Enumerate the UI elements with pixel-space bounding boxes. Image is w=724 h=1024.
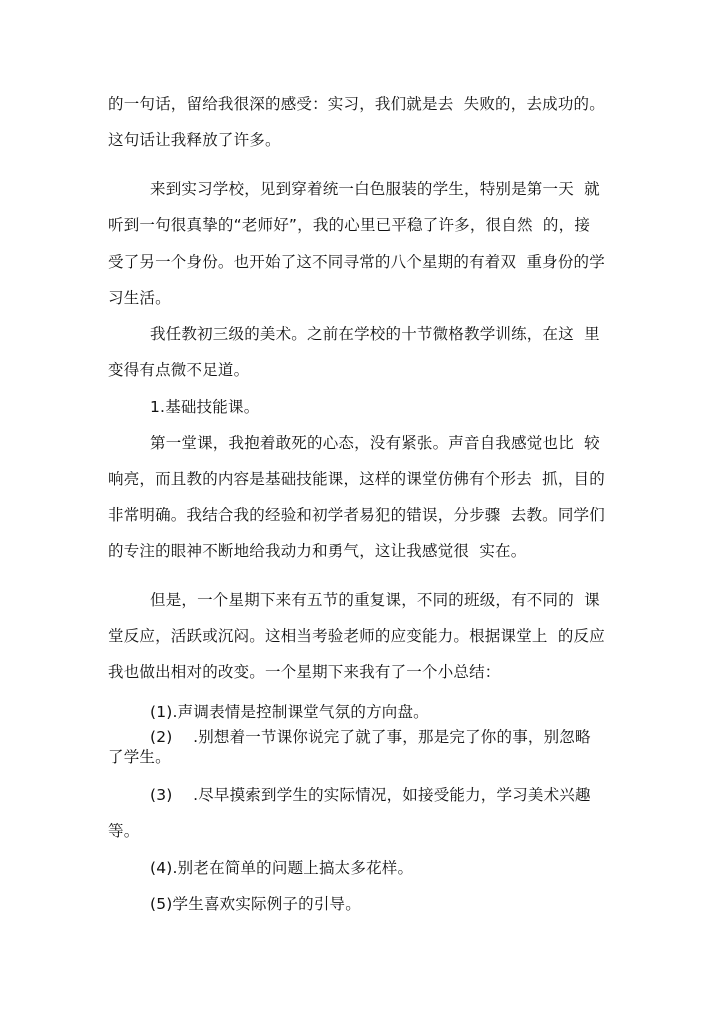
text-line: 我也做出相对的改变。一个星期下来我有了一个小总结： <box>108 663 501 681</box>
text-line: 受了另一个身份。也开始了这不同寻常的八个星期的有着双 重身份的学 <box>108 253 605 271</box>
text-line: 的一句话，留给我很深的感受：实习，我们就是去 失败的，去成功的。 <box>108 95 605 113</box>
text-line: 听到一句很真挚的“老师好”，我的心里已平稳了许多，很自然 的，接 <box>108 216 591 234</box>
list-item: (5)学生喜欢实际例子的引导。 <box>150 895 361 913</box>
text-line: 但是，一个星期下来有五节的重复课，不同的班级，有不同的 课 <box>150 591 600 609</box>
list-item: (1).声调表情是控制课堂气氛的方向盘。 <box>150 703 429 721</box>
text-line: 习生活。 <box>108 289 171 307</box>
list-item: (4).别老在简单的问题上搞太多花样。 <box>150 859 414 877</box>
text-line: 堂反应，活跃或沉闷。这相当考验老师的应变能力。根据课堂上 的反应 <box>108 627 605 645</box>
text-line: 这句话让我释放了许多。 <box>108 131 281 149</box>
text-line: 非常明确。我结合我的经验和初学者易犯的错误，分步骤 去教。同学们 <box>108 506 605 524</box>
text-line: 来到实习学校，见到穿着统一白色服装的学生，特别是第一天 就 <box>150 180 600 198</box>
text-line: 变得有点微不足道。 <box>108 361 250 379</box>
text-line: 第一堂课，我抱着敢死的心态，没有紧张。声音自我感觉也比 较 <box>150 434 600 452</box>
list-item: (2) .别想着一节课你说完了就了事，那是完了你的事，别忽略 <box>150 728 591 746</box>
text-line: 我任教初三级的美术。之前在学校的十节微格教学训练，在这 里 <box>150 325 600 343</box>
text-line: 等。 <box>108 822 140 840</box>
text-line: 响亮，而且教的内容是基础技能课，这样的课堂仿佛有个形去 抓，目的 <box>108 470 605 488</box>
text-line: 1.基础技能课。 <box>150 398 260 416</box>
text-line: 了学生。 <box>108 748 171 766</box>
list-item: (3) .尽早摸索到学生的实际情况，如接受能力，学习美术兴趣 <box>150 786 591 804</box>
text-line: 的专注的眼神不断地给我动力和勇气，这让我感觉很 实在。 <box>108 542 527 560</box>
